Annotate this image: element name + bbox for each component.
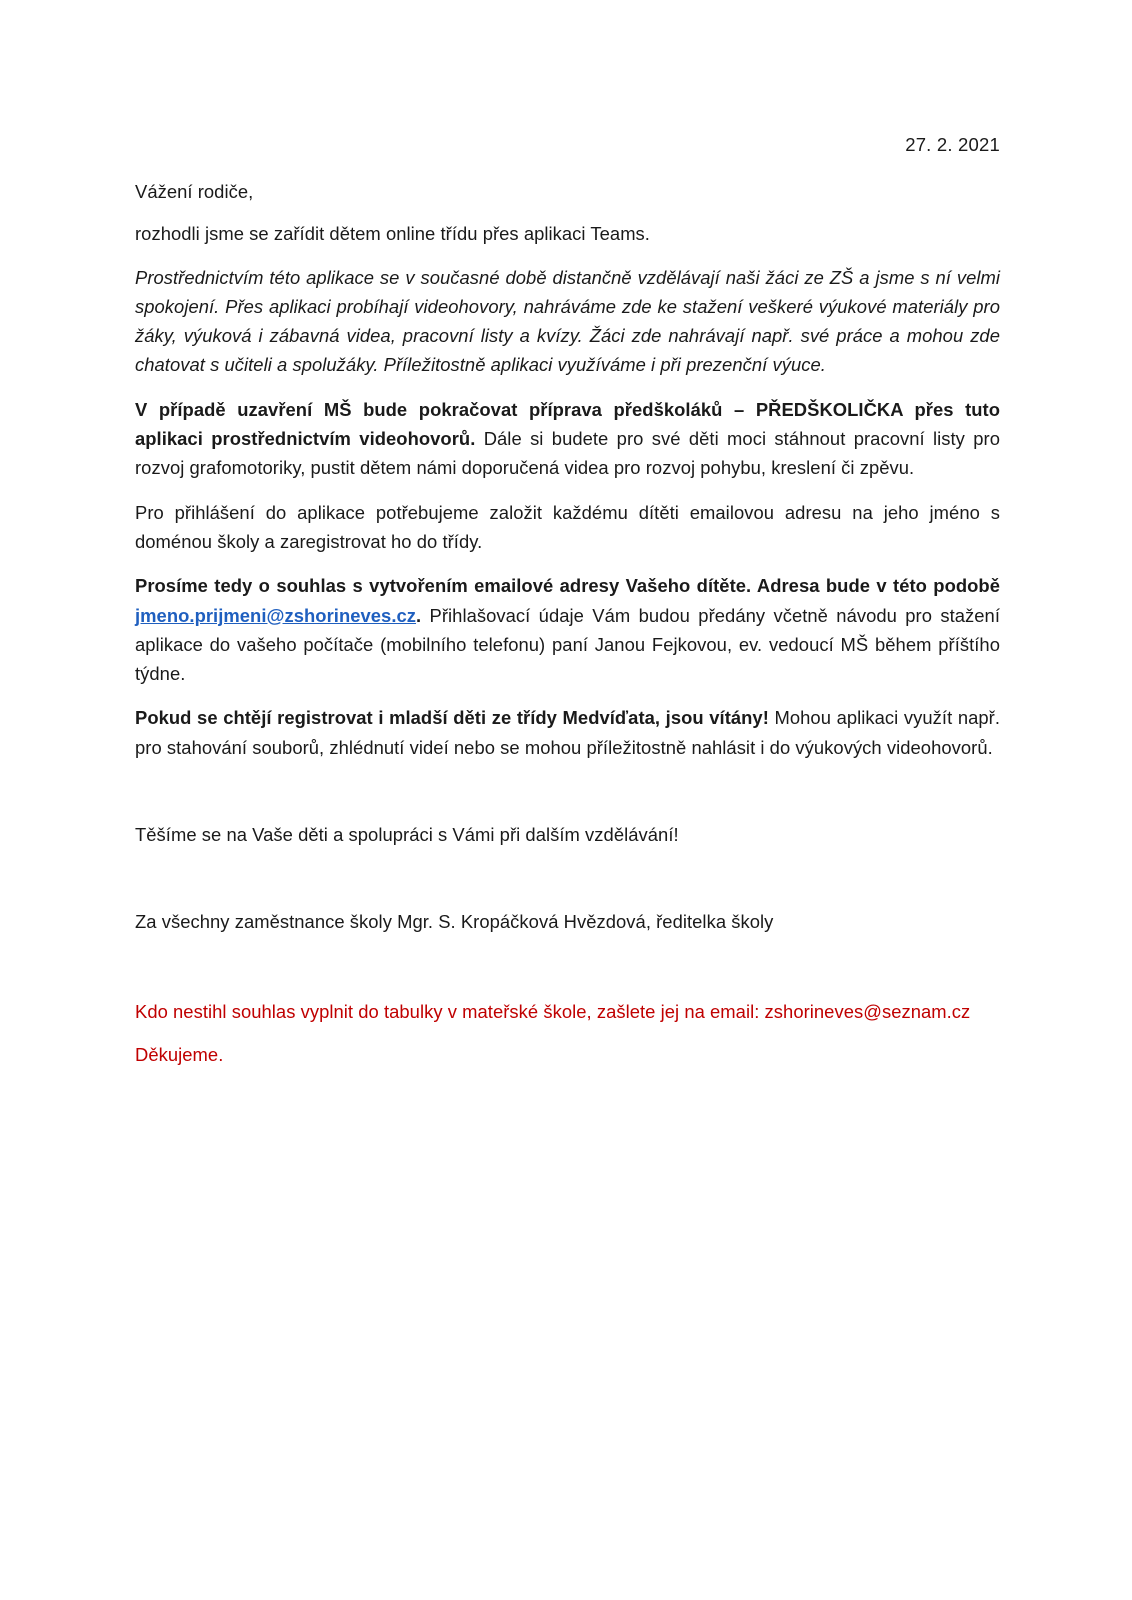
- thanks-text: Děkujeme.: [135, 1043, 224, 1065]
- signature-line: Za všechny zaměstnance školy Mgr. S. Kropáčková Hvězdová, ředitelka školy: [135, 911, 774, 933]
- login-paragraph: Pro přihlášení do aplikace potřebujeme založit každému dítěti emailovou adresu na jeho jméno s doménou školy a zaregistrovat ho do třídy.: [135, 501, 1000, 552]
- younger-children-paragraph: [135, 703, 1000, 762]
- consent-text: Přihlašovací údaje Vám budou předány včetně návodu pro stažení aplikace do vašeho počítače (mobilního telefonu) paní Janou Fejkovou, ev. vedoucí MŠ během příštího týdne.: [135, 604, 1000, 685]
- consent-bold-period: .: [416, 604, 422, 626]
- consent-paragraph: [135, 571, 1000, 688]
- letter-date: 27. 2. 2021: [905, 134, 1000, 155]
- red-notice: Kdo nestihl souhlas vyplnit do tabulky v mateřské škole, zašlete jej na email: zshorineves@seznam.cz: [135, 1000, 971, 1022]
- closure-paragraph: [135, 395, 1000, 483]
- closing-sentence: Těšíme se na Vaše děti a spolupráci s Vámi při dalším vzdělávání!: [135, 824, 679, 846]
- intro-paragraph: rozhodli jsme se zařídit dětem online třídu přes aplikaci Teams.: [135, 223, 650, 245]
- email-format-link[interactable]: jmeno.prijmeni@zshorineves.cz: [135, 604, 417, 626]
- greeting: Vážení rodiče,: [135, 181, 254, 202]
- closure-text: Dále si budete pro své děti moci stáhnout pracovní listy pro rozvoj grafomotoriky, pustit dětem námi doporučená videa pro rozvoj pohybu, kreslení či zpěvu.: [135, 428, 1000, 479]
- younger-text: Mohou aplikaci využít např. pro stahování souborů, zhlédnutí videí nebo se mohou příležitostně nahlásit i do výukových videohovorů.: [135, 707, 1000, 758]
- teams-description-paragraph: Prostřednictvím této aplikace se v současné době distančně vzdělávají naši žáci ze ZŠ a jsme s ní velmi spokojení. Přes aplikaci probíhají videohovory, nahráváme zde ke stažení veškeré výukové materiály pro žáky, výuková i zábavná videa, pracovní listy a kvízy. Žáci zde nahrávají např. své práce a mohou zde chatovat s učiteli a spolužáky. Příležitostně aplikaci využíváme i při prezenční výuce.: [135, 266, 1000, 376]
- letter-body: [135, 177, 1000, 1069]
- younger-bold-text: Pokud se chtějí registrovat i mladší děti ze třídy Medvíďata, jsou vítány!: [135, 707, 769, 729]
- consent-bold-text: Prosíme tedy o souhlas s vytvořením emailové adresy Vašeho dítěte. Adresa bude v této podobě: [135, 575, 1000, 597]
- closure-bold-text: V případě uzavření MŠ bude pokračovat příprava předškoláků – PŘEDŠKOLIČKA přes tuto aplikaci prostřednictvím videohovorů.: [135, 398, 1000, 450]
